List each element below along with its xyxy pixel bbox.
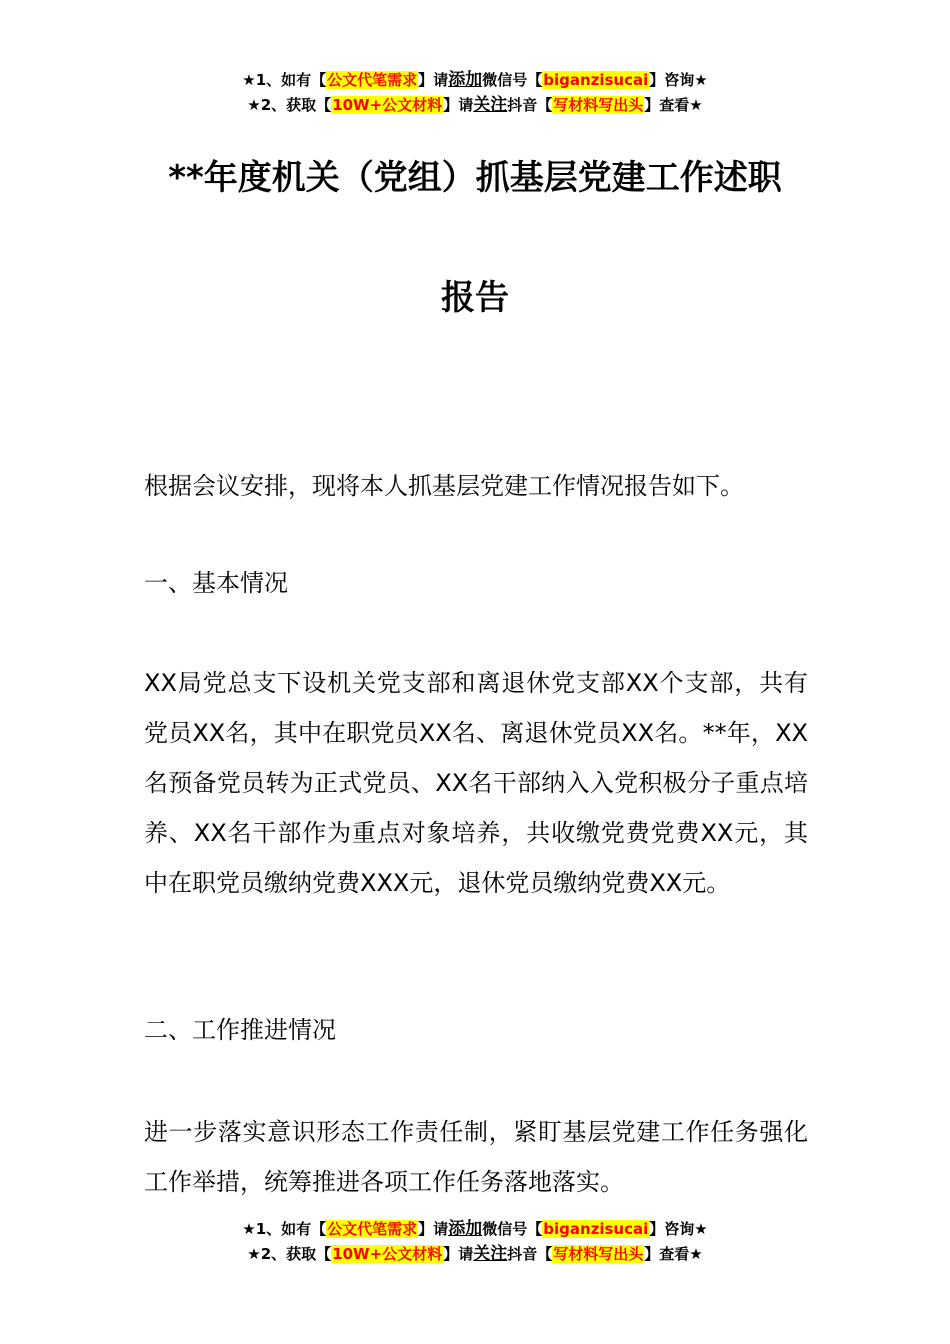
intro-paragraph: 根据会议安排，现将本人抓基层党建工作情况报告如下。 [144,472,744,500]
promo-line-1 [0,68,950,93]
promo-line-2 [0,93,950,118]
section-body-progress: 进一步落实意识形态工作责任制，紧盯基层党建工作任务强化工作举措，统筹推进各项工作任务落地落实。 [144,1118,808,1196]
promo-text: 抖音【 [507,1245,553,1263]
promo-highlight: 公文代笔需求 [327,71,418,89]
promo-text: 】查看★ [644,1245,703,1263]
promo-text: ★2、获取【 [247,96,332,114]
promo-highlight: 写材料写出头 [553,96,644,114]
promo-highlight: 10W+公文材料 [332,96,443,114]
promo-emphasis: 关注 [473,1244,508,1264]
promo-text: 】请 [443,1245,474,1263]
promo-text: 】请 [418,71,449,89]
promo-line-1 [0,1217,950,1242]
promo-highlight: 写材料写出头 [553,1245,644,1263]
promo-emphasis: 添加 [448,70,483,90]
promo-text: 】咨询★ [649,1220,708,1238]
promo-highlight: biganzisucai [543,1220,649,1238]
promo-text: 微信号【 [482,1220,543,1238]
promo-highlight: biganzisucai [543,71,649,89]
section-heading-progress: 二、工作推进情况 [144,1016,336,1044]
section-heading-basic: 一、基本情况 [144,569,288,597]
document-title-line-1: **年度机关（党组）抓基层党建工作述职 [168,158,782,198]
promo-text: 】请 [443,96,474,114]
promo-text: 】请 [418,1220,449,1238]
promo-highlight: 公文代笔需求 [327,1220,418,1238]
document-title-line-2: 报告 [441,278,509,318]
promo-text: ★2、获取【 [247,1245,332,1263]
promo-line-2 [0,1242,950,1267]
promo-text: 】查看★ [644,96,703,114]
promo-highlight: 10W+公文材料 [332,1245,443,1263]
section-body-basic: XX局党总支下设机关党支部和离退休党支部XX个支部，共有党员XX名，其中在职党员XX名、离退休党员XX名。**年，XX名预备党员转为正式党员、XX名干部纳入入党积极分子重点培养、XX名干部作为重点对象培养，共收缴党费党费XX元，其中在职党员缴纳党费XXX元，退休党员缴纳党费XX元。 [144,669,808,897]
promo-banner-top [0,68,950,118]
promo-text: 】咨询★ [649,71,708,89]
promo-text: ★1、如有【 [242,71,327,89]
promo-text: 抖音【 [507,96,553,114]
promo-emphasis: 关注 [473,95,508,115]
promo-banner-bottom [0,1217,950,1267]
promo-text: ★1、如有【 [242,1220,327,1238]
promo-emphasis: 添加 [448,1219,483,1239]
promo-text: 微信号【 [482,71,543,89]
